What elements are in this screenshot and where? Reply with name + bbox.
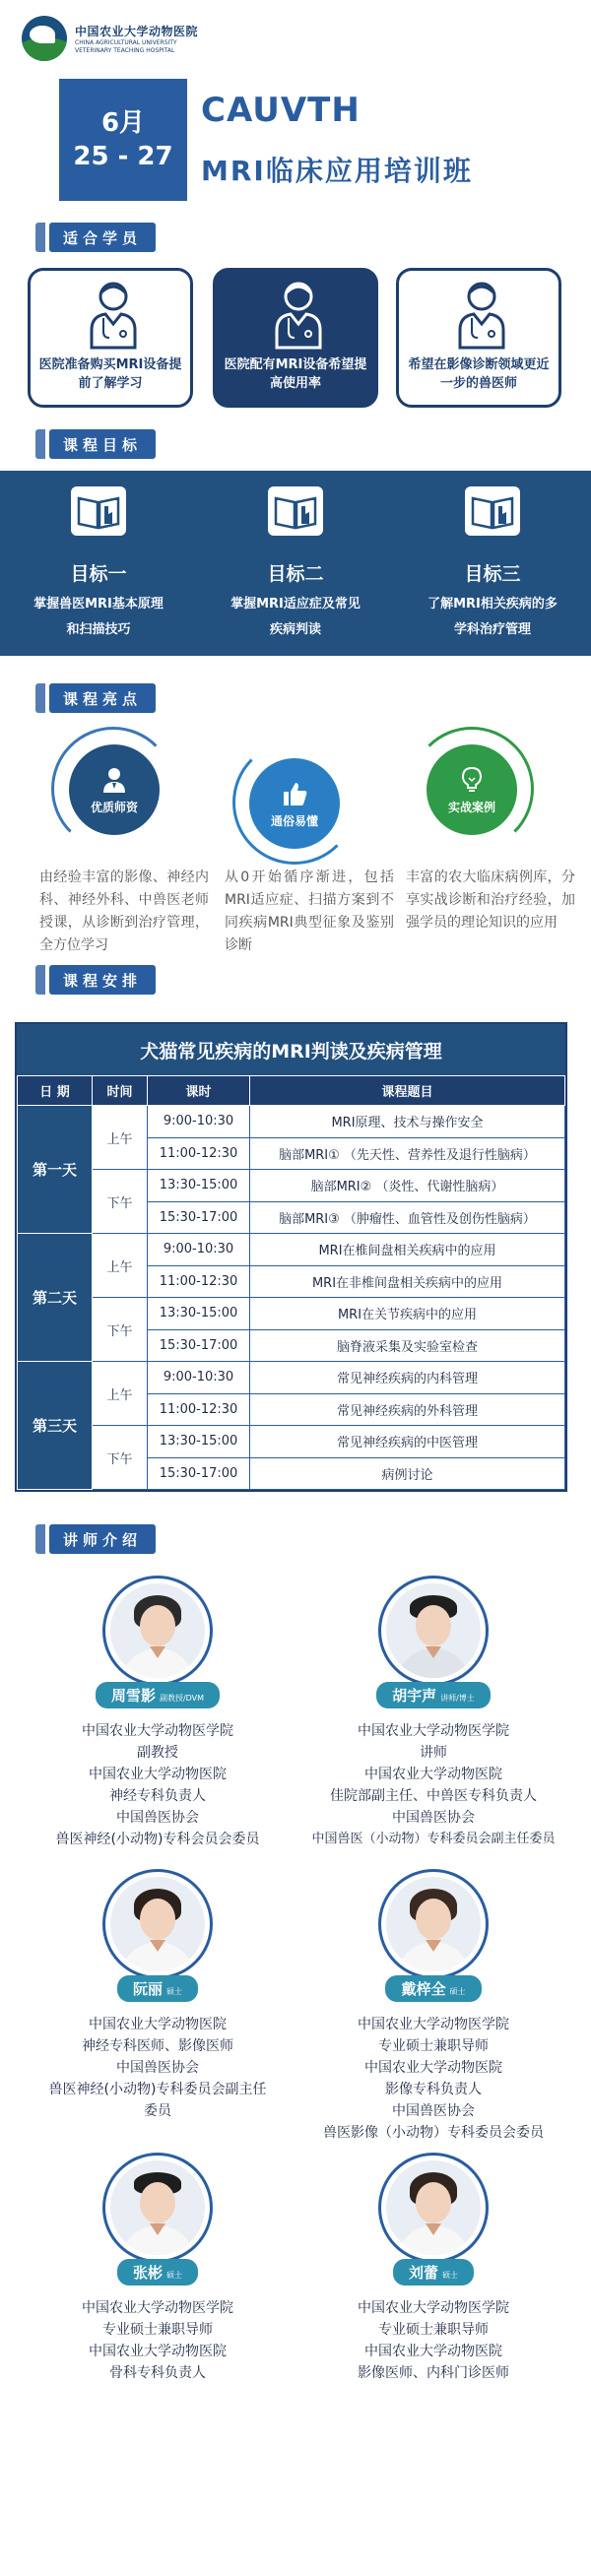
topic-cell: 病例讨论 [250,1457,565,1490]
lecturer-info-line: 影像医师、内科门诊医师 [358,2365,509,2381]
lecturer-info-line: 中国农业大学动物医院 [89,2017,227,2032]
doctor-icon [456,279,507,350]
day-cell: 第一天 [18,1106,93,1234]
lecturer-degree: 硕士 [442,2271,458,2280]
topic-cell: MRI在关节疾病中的应用 [250,1298,565,1330]
lecturer-name-pill [117,2259,198,2286]
lecturer-info-line: 中国兽医协会 [116,2060,199,2076]
lecturer-info-line: 影像专科负责人 [385,2082,482,2097]
date-range: 25 - 27 [73,142,173,171]
period-cell: 上午 [93,1362,148,1426]
topic-cell: MRI在非椎间盘相关疾病中的应用 [250,1265,565,1298]
lecturer-info-line: 骨科专科负责人 [109,2365,206,2381]
lecturer-info-line: 中国农业大学动物医院 [364,2060,502,2076]
doctor-icon [273,279,324,350]
teacher-icon [99,765,129,795]
lecturer-card-4 [296,1869,571,2144]
logo-english-line-1: CHINA AGRICULTURAL UNIVERSITY [75,38,177,46]
lecturer-info-line: 中国兽医协会 [392,2103,475,2119]
section-tag-highlights: 课程亮点 [49,683,156,713]
section-tag-schedule: 课程安排 [49,965,156,995]
lecturer-info [296,2014,571,2144]
header-topic: 课程题目 [250,1076,565,1106]
topic-cell: 常见神经疾病的中医管理 [250,1426,565,1458]
highlight-label-1: 优质师资 [90,800,138,814]
lecturer-info [20,2297,296,2384]
lecturer-name-pill [393,2259,474,2286]
section-tag-audience: 适合学员 [49,223,156,252]
goal-desc-2-line-1: 掌握MRI适应症及常见 [230,597,361,612]
schedule-table-card [15,1022,567,1492]
table-row [18,1298,565,1330]
highlight-text-1: 由经验丰富的影像、神经内科、神经外科、中兽医老师授课，从诊断到治疗管理，全方位学习 [39,869,209,953]
lecturer-info-line: 佳院部副主任、中兽医专科负责人 [330,1788,537,1804]
goal-desc-1-line-1: 掌握兽医MRI基本原理 [33,597,164,612]
date-box [59,79,187,201]
lecturer-info-line: 中国农业大学动物医学院 [358,2017,509,2032]
audience-card-2 [213,268,378,408]
highlight-badge-2 [249,758,340,849]
topic-cell: 脑部MRI③ （肿瘤性、血管性及创伤性脑病） [250,1201,565,1234]
lightbulb-icon [457,765,487,795]
lecturer-info-line: 中国农业大学动物医学院 [358,2300,509,2316]
time-cell: 9:00-10:30 [148,1234,250,1266]
time-cell: 15:30-17:00 [148,1201,250,1234]
highlight-text-3: 丰富的农大临床病例库，分享实战诊断和治疗经验，加强学员的理论知识的应用 [406,869,575,931]
lecturer-info [20,1720,296,1850]
lecturer-card-6 [296,2153,571,2384]
highlight-label-3: 实战案例 [447,800,495,814]
day-cell: 第三天 [18,1362,93,1490]
lecturer-info-line: 中国农业大学动物医学院 [358,1723,509,1739]
period-cell: 下午 [93,1170,148,1234]
table-row [18,1106,565,1138]
lecturer-info-line: 兽医神经(小动物)专科会员会委员 [55,1832,260,1847]
doctor-icon [88,279,139,350]
lecturer-info-line: 神经专科医师、影像医师 [82,2038,233,2054]
lecturer-card-3 [20,1869,296,2122]
audience-text-2: 医院配有MRI设备希望提高使用率 [224,357,367,391]
title-english: CAUVTH [201,91,361,130]
goal-title-1: 目标一 [70,563,127,585]
period-cell: 上午 [93,1234,148,1298]
highlight-badge-3 [427,744,517,835]
goal-title-3: 目标三 [464,563,521,585]
lecturer-info [296,1720,571,1850]
lecturer-name-pill [117,1975,198,2002]
avatar [378,2153,489,2263]
topic-cell: MRI原理、技术与操作安全 [250,1106,565,1138]
time-cell: 13:30-15:00 [148,1426,250,1458]
lecturer-degree: 硕士 [449,1987,466,1996]
goal-desc-1-line-2: 和扫描技巧 [66,622,131,637]
time-cell: 13:30-15:00 [148,1170,250,1202]
lecturer-info-line: 兽医影像（小动物）专科委员会委员 [323,2125,544,2141]
logo-chinese-name: 中国农业大学动物医院 [75,24,199,38]
schedule-title: 犬猫常见疾病的MRI判读及疾病管理 [17,1024,565,1075]
section-tag-lecturers: 讲师介绍 [49,1524,156,1554]
topic-cell: 脑部MRI① （先天性、营养性及退行性脑病） [250,1137,565,1170]
lecturer-info-line: 中国农业大学动物医院 [89,2344,227,2359]
hospital-logo [22,16,198,61]
goal-title-2: 目标二 [267,563,324,585]
time-cell: 15:30-17:00 [148,1457,250,1490]
lecturer-info-line: 中国农业大学动物医院 [89,1767,227,1782]
time-cell: 11:00-12:30 [148,1393,250,1426]
book-icon [266,484,325,538]
goals-band [0,471,591,656]
audience-text-3: 希望在影像诊断领域更近一步的兽医师 [408,357,550,391]
topic-cell: 常见神经疾病的外科管理 [250,1393,565,1426]
audience-text-1: 医院准备购买MRI设备提前了解学习 [38,357,182,391]
lecturer-info-line: 中国农业大学动物医学院 [82,2300,233,2316]
audience-card-1 [28,268,193,408]
lecturer-degree: 硕士 [166,1987,182,1996]
lecturer-info-line: 中国兽医协会 [116,1810,199,1826]
lecturer-info-line: 专业硕士兼职导师 [102,2322,213,2338]
lecturer-name-pill [96,1682,220,1708]
book-icon [463,484,522,538]
time-cell: 13:30-15:00 [148,1298,250,1330]
lecturer-info-line: 兽医神经(小动物)专科委员会副主任 [48,2082,267,2097]
lecturer-info-line: 中国农业大学动物医学院 [82,1723,233,1739]
table-row [18,1234,565,1266]
lecturer-name: 胡宇声 [392,1687,437,1705]
goal-3 [394,484,591,643]
lecturer-card-1 [20,1576,296,1850]
title-chinese: MRI临床应用培训班 [201,155,473,187]
lecturer-name: 张彬 [132,2264,163,2282]
lecturer-info-line: 中国兽医（小动物）专科委员会副主任委员 [311,1832,556,1846]
schedule-header-row [18,1076,565,1106]
page-header [0,0,591,197]
time-cell: 11:00-12:30 [148,1137,250,1170]
topic-cell: 脑脊液采集及实验室检查 [250,1329,565,1362]
lecturer-info-line: 中国农业大学动物医院 [364,2344,502,2359]
avatar [102,1869,213,1979]
time-cell: 9:00-10:30 [148,1106,250,1138]
goal-desc-2-line-2: 疾病判读 [269,622,321,637]
table-row [18,1170,565,1202]
day-cell: 第二天 [18,1234,93,1362]
logo-english-line-2: VETERINARY TEACHING HOSPITAL [75,46,175,54]
highlight-badge-1 [69,744,160,835]
avatar [102,2153,213,2263]
lecturer-name: 戴梓全 [401,1980,446,1998]
lecturer-name-pill [385,1975,481,2002]
lecturer-info-line: 专业硕士兼职导师 [378,2038,489,2054]
lecturer-degree: 副教授/DVM [159,1694,205,1703]
time-cell: 9:00-10:30 [148,1362,250,1394]
highlight-label-2: 通俗易懂 [270,813,318,828]
table-row [18,1362,565,1394]
goal-1 [0,484,197,643]
section-tag-goals: 课程目标 [49,429,156,459]
table-row [18,1426,565,1458]
avatar [378,1869,489,1979]
lecturer-card-5 [20,2153,296,2384]
lecturer-name: 阮丽 [132,1980,163,1998]
header-date: 日 期 [18,1076,93,1106]
period-cell: 下午 [93,1298,148,1362]
highlight-text-2: 从0开始循序渐进，包括MRI适应症、扫描方案到不同疾病MRI典型征象及鉴别诊断 [225,869,394,953]
time-cell: 15:30-17:00 [148,1329,250,1362]
lecturer-info-line: 中国兽医协会 [392,1810,475,1826]
topic-cell: 脑部MRI② （炎性、代谢性脑病） [250,1170,565,1202]
lecturer-degree: 讲师/博士 [440,1694,475,1703]
period-cell: 下午 [93,1426,148,1490]
lecturer-info [20,2014,296,2122]
lecturer-info-line: 副教授 [137,1745,178,1761]
lecturer-name: 刘蕾 [408,2264,438,2282]
schedule-table [17,1075,565,1490]
avatar [102,1576,213,1686]
lecturer-info-line: 中国农业大学动物医院 [364,1767,502,1782]
goal-desc-3-line-2: 学科治疗管理 [453,622,531,637]
date-month: 6月 [100,108,146,138]
topic-cell: 常见神经疾病的内科管理 [250,1362,565,1394]
lecturer-info-line: 专业硕士兼职导师 [378,2322,489,2338]
avatar [378,1576,489,1686]
goal-desc-3-line-1: 了解MRI相关疾病的多 [427,597,558,612]
lecturer-degree: 硕士 [166,2271,182,2280]
audience-card-3 [396,268,561,408]
thumbs-up-icon [280,779,309,808]
lecturer-name-pill [376,1682,491,1708]
goal-2 [197,484,394,643]
lecturer-info [296,2297,571,2384]
book-icon [69,484,128,538]
topic-cell: MRI在椎间盘相关疾病中的应用 [250,1234,565,1266]
lecturer-name: 周雪影 [110,1687,156,1705]
lecturer-info-line: 讲师 [420,1745,447,1761]
lecturer-card-2 [296,1576,571,1850]
logo-emblem-icon [22,16,67,61]
lecturer-info-line: 神经专科负责人 [109,1788,206,1804]
lecturer-info-line: 委员 [144,2103,171,2119]
header-time: 课时 [148,1076,250,1106]
period-cell: 上午 [93,1106,148,1170]
time-cell: 11:00-12:30 [148,1265,250,1298]
header-period: 时间 [93,1076,148,1106]
